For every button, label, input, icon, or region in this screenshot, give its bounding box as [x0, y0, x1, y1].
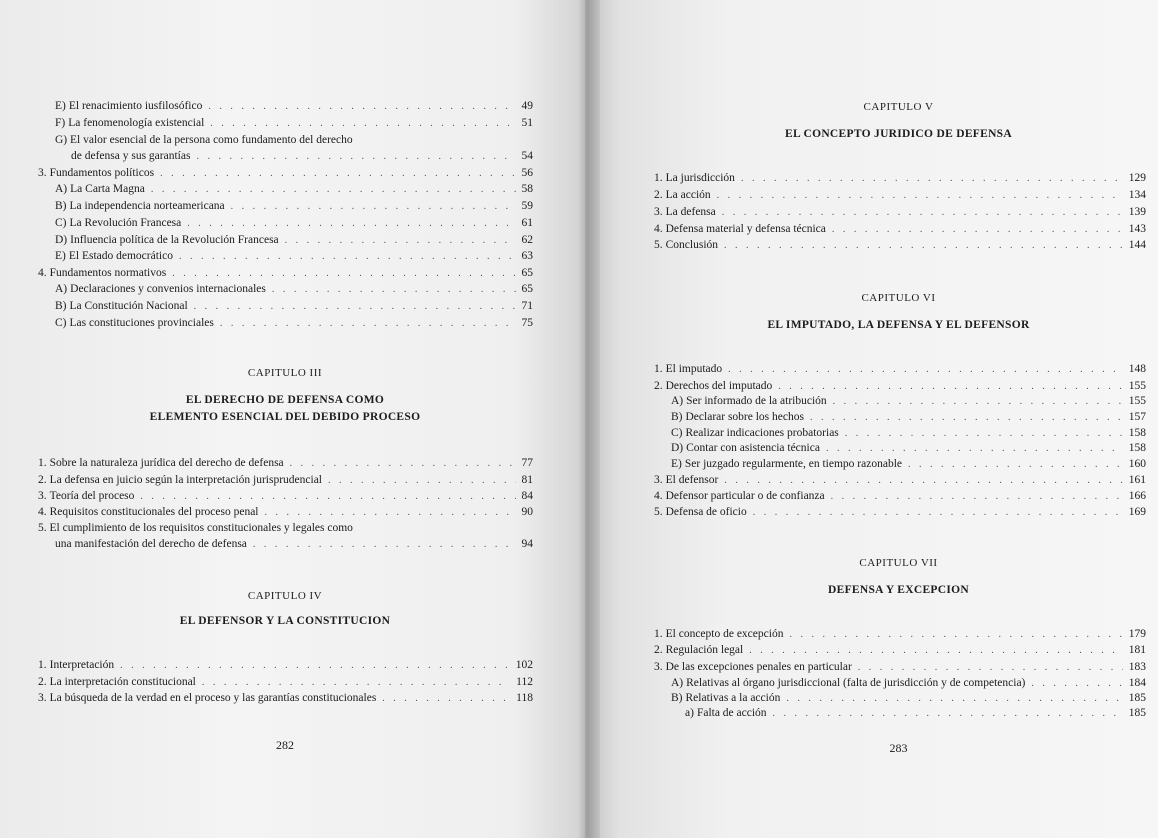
entry-title: Las constituciones provinciales: [69, 317, 214, 329]
entry-page-number: 134: [1128, 189, 1146, 201]
dot-leader: [789, 628, 1122, 642]
toc-entry: [55, 216, 533, 231]
entry-number: B): [671, 692, 683, 704]
chapter-title-line: EL DERECHO DE DEFENSA COMO: [185, 394, 385, 406]
entry-page-number: 49: [521, 100, 533, 112]
dot-leader: [285, 234, 516, 248]
dot-leader: [179, 250, 516, 264]
entry-page-number: 169: [1128, 506, 1146, 518]
entry-page-number: 160: [1128, 458, 1146, 470]
entry-title: El imputado: [665, 363, 723, 375]
dot-leader: [220, 317, 516, 331]
toc-entry: [38, 505, 533, 520]
entry-title: La búsqueda de la verdad en el proceso y las garantías constitucionales: [49, 692, 377, 704]
entry-title: Fundamentos políticos: [49, 167, 155, 179]
entry-title: Teoría del proceso: [49, 490, 135, 502]
toc-entry: [38, 691, 533, 706]
entry-number: 3.: [38, 692, 47, 704]
entry-title: Conclusión: [665, 239, 719, 251]
dot-leader: [272, 283, 516, 297]
entry-page-number: 84: [521, 490, 533, 502]
page-number: 283: [889, 741, 908, 755]
entry-title: Ser informado de la atribución: [686, 395, 827, 407]
toc-entry: [685, 706, 1146, 721]
entry-title: De las excepciones penales en particular: [665, 661, 852, 673]
dot-leader: [253, 538, 516, 552]
entry-page-number: 158: [1128, 442, 1146, 454]
dot-leader: [753, 506, 1123, 520]
entry-title: Declarar sobre los hechos: [685, 411, 804, 423]
entry-page-number: 59: [521, 200, 533, 212]
entry-page-number: 61: [521, 217, 533, 229]
toc-entry: [38, 166, 533, 181]
entry-title: de defensa y sus garantías: [71, 150, 191, 162]
dot-leader: [202, 676, 510, 690]
entry-page-number: 62: [521, 234, 533, 246]
toc-entry: [654, 489, 1146, 504]
toc-entry: [55, 316, 533, 331]
entry-title: La independencia norteamericana: [69, 200, 225, 212]
entry-number: A): [671, 677, 684, 689]
entry-page-number: 148: [1128, 363, 1146, 375]
dot-leader: [831, 490, 1123, 504]
dot-leader: [290, 457, 516, 471]
entry-number: C): [55, 317, 67, 329]
entry-page-number: 58: [521, 183, 533, 195]
chapter-title: EL CONCEPTO JURIDICO DE DEFENSA: [785, 128, 1012, 140]
chapter-heading: CAPITULO IV: [247, 590, 323, 602]
dot-leader: [194, 300, 516, 314]
toc-entry: [38, 675, 533, 690]
toc-entry: [654, 222, 1146, 237]
toc-entry: [654, 362, 1146, 377]
entry-title: Defensor particular o de confianza: [665, 490, 825, 502]
entry-title: Defensa de oficio: [665, 506, 747, 518]
entry-title: Relativas al órgano jurisdiccional (falta de jurisdicción y de competencia): [686, 677, 1026, 689]
toc-entry: [55, 299, 533, 314]
dot-leader: [208, 100, 515, 114]
dot-leader: [187, 217, 515, 231]
dot-leader: [728, 363, 1123, 377]
toc-entry: [55, 116, 533, 131]
entry-title: Ser juzgado regularmente, en tiempo razonable: [684, 458, 902, 470]
right-page: [585, 0, 1158, 838]
dot-leader: [1031, 677, 1122, 691]
entry-page-number: 54: [521, 150, 533, 162]
entry-page-number: 102: [515, 659, 533, 671]
dot-leader: [778, 380, 1122, 394]
entry-title: Declaraciones y convenios internacionales: [70, 283, 266, 295]
dot-leader: [717, 189, 1123, 203]
entry-title: Realizar indicaciones probatorias: [685, 427, 839, 439]
toc-entry: [55, 182, 533, 197]
entry-number: 1.: [654, 172, 663, 184]
entry-page-number: 112: [516, 676, 533, 688]
chapter-heading: CAPITULO VII: [859, 557, 938, 569]
entry-title: El concepto de excepción: [665, 628, 784, 640]
dot-leader: [196, 150, 515, 164]
entry-page-number: 161: [1128, 474, 1146, 486]
toc-entry: [671, 457, 1146, 472]
entry-page-number: 185: [1128, 707, 1146, 719]
toc-entry: [671, 691, 1146, 706]
entry-title: La fenomenología existencial: [68, 117, 205, 129]
entry-title: Influencia política de la Revolución Francesa: [70, 234, 279, 246]
entry-title: La Revolución Francesa: [69, 217, 182, 229]
entry-page-number: 143: [1128, 223, 1146, 235]
toc-entry: [671, 676, 1146, 691]
entry-number: 4.: [654, 223, 663, 235]
toc-entry: [55, 99, 533, 114]
entry-number: C): [55, 217, 67, 229]
toc-entry: [38, 266, 533, 281]
dot-leader: [832, 223, 1123, 237]
toc-entry: [654, 171, 1146, 186]
entry-title: El cumplimiento de los requisitos constitucionales y legales como: [49, 522, 353, 534]
toc-entry: [654, 188, 1146, 203]
entry-number: 3.: [654, 474, 663, 486]
entry-number: 1.: [38, 659, 47, 671]
entry-number: B): [55, 200, 67, 212]
entry-title: Contar con asistencia técnica: [686, 442, 820, 454]
entry-page-number: 181: [1128, 644, 1146, 656]
entry-number: E): [671, 458, 682, 470]
dot-leader: [382, 692, 510, 706]
entry-number: E): [55, 250, 66, 262]
entry-title: Requisitos constitucionales del proceso penal: [49, 506, 259, 518]
entry-number: B): [671, 411, 683, 423]
entry-title: Fundamentos normativos: [49, 267, 167, 279]
dot-leader: [265, 506, 516, 520]
dot-leader: [151, 183, 516, 197]
entry-title: Regulación legal: [665, 644, 744, 656]
entry-page-number: 155: [1128, 395, 1146, 407]
dot-leader: [858, 661, 1123, 675]
entry-number: 2.: [654, 644, 663, 656]
entry-page-number: 94: [521, 538, 533, 550]
entry-page-number: 179: [1128, 628, 1146, 640]
dot-leader: [845, 427, 1123, 441]
toc-entry: [55, 233, 533, 248]
entry-page-number: 185: [1128, 692, 1146, 704]
entry-page-number: 183: [1128, 661, 1146, 673]
entry-number: E): [55, 100, 66, 112]
chapter-heading: CAPITULO III: [247, 367, 323, 379]
entry-page-number: 63: [521, 250, 533, 262]
chapter-title: [0, 392, 570, 426]
entry-title: Sobre la naturaleza jurídica del derecho de defensa: [49, 457, 284, 469]
entry-title: La interpretación constitucional: [49, 676, 196, 688]
entry-number: 4.: [654, 490, 663, 502]
entry-number: D): [671, 442, 684, 454]
toc-entry: [38, 473, 533, 488]
toc-entry: [654, 205, 1146, 220]
dot-leader: [773, 707, 1123, 721]
toc-entry: [38, 658, 533, 673]
toc-entry: [654, 627, 1146, 642]
dot-leader: [749, 644, 1123, 658]
toc-entry: [38, 456, 533, 471]
chapter-title: EL DEFENSOR Y LA CONSTITUCION: [179, 615, 391, 627]
entry-title: una manifestación del derecho de defensa: [55, 538, 247, 550]
entry-number: 5.: [654, 506, 663, 518]
entry-page-number: 51: [521, 117, 533, 129]
dot-leader: [210, 117, 515, 131]
entry-page-number: 75: [521, 317, 533, 329]
entry-number: 2.: [38, 474, 47, 486]
toc-entry: [654, 660, 1146, 675]
dot-leader: [810, 411, 1123, 425]
page-number: 282: [276, 738, 294, 752]
entry-page-number: 158: [1128, 427, 1146, 439]
toc-entry-continuation: [68, 149, 533, 164]
dot-leader: [741, 172, 1123, 186]
entry-page-number: 184: [1128, 677, 1146, 689]
entry-number: 4.: [38, 267, 47, 279]
entry-number: 1.: [38, 457, 47, 469]
toc-entry: [671, 394, 1146, 409]
entry-page-number: 56: [521, 167, 533, 179]
dot-leader: [328, 474, 515, 488]
entry-title: La Constitución Nacional: [69, 300, 188, 312]
dot-leader: [140, 490, 515, 504]
dot-leader: [172, 267, 515, 281]
entry-number: 5.: [654, 239, 663, 251]
dot-leader: [160, 167, 515, 181]
entry-page-number: 71: [521, 300, 533, 312]
toc-entry: [55, 282, 533, 297]
entry-number: F): [55, 117, 66, 129]
entry-page-number: 81: [521, 474, 533, 486]
entry-number: A): [55, 183, 68, 195]
entry-number: 2.: [654, 189, 663, 201]
entry-title: Interpretación: [49, 659, 115, 671]
entry-number: 2.: [38, 676, 47, 688]
dot-leader: [231, 200, 516, 214]
entry-page-number: 166: [1128, 490, 1146, 502]
entry-page-number: 65: [521, 283, 533, 295]
toc-entry: [55, 199, 533, 214]
entry-number: a): [685, 707, 694, 719]
chapter-title: DEFENSA Y EXCEPCION: [828, 584, 969, 596]
entry-number: 5.: [38, 522, 47, 534]
toc-entry: [654, 238, 1146, 253]
toc-entry: [671, 441, 1146, 456]
dot-leader: [826, 442, 1123, 456]
dot-leader: [724, 474, 1122, 488]
dot-leader: [722, 206, 1123, 220]
toc-entry-continuation: [52, 537, 533, 552]
entry-title: La jurisdicción: [665, 172, 735, 184]
entry-number: B): [55, 300, 67, 312]
entry-number: G): [55, 134, 68, 146]
entry-number: 3.: [654, 206, 663, 218]
dot-leader: [120, 659, 510, 673]
toc-entry: [654, 505, 1146, 520]
entry-title: La defensa en juicio según la interpretación jurisprudencial: [49, 474, 323, 486]
dot-leader: [833, 395, 1123, 409]
entry-number: 3.: [38, 490, 47, 502]
entry-page-number: 157: [1128, 411, 1146, 423]
entry-number: 3.: [654, 661, 663, 673]
entry-title: Defensa material y defensa técnica: [665, 223, 826, 235]
entry-page-number: 77: [521, 457, 533, 469]
entry-page-number: 144: [1128, 239, 1146, 251]
entry-title: La Carta Magna: [70, 183, 145, 195]
toc-entry: [654, 473, 1146, 488]
entry-page-number: 155: [1128, 380, 1146, 392]
entry-number: 4.: [38, 506, 47, 518]
entry-page-number: 118: [516, 692, 533, 704]
dot-leader: [908, 458, 1123, 472]
entry-title: Falta de acción: [696, 707, 767, 719]
entry-page-number: 65: [521, 267, 533, 279]
entry-title: Derechos del imputado: [665, 380, 773, 392]
entry-title: La defensa: [665, 206, 716, 218]
toc-entry: [55, 249, 533, 264]
entry-number: D): [55, 234, 68, 246]
toc-entry: [654, 379, 1146, 394]
dot-leader: [786, 692, 1122, 706]
entry-number: C): [671, 427, 683, 439]
entry-title: El renacimiento iusfilosófico: [68, 100, 203, 112]
toc-entry: [671, 426, 1146, 441]
entry-title: El defensor: [665, 474, 719, 486]
entry-number: A): [55, 283, 68, 295]
entry-number: A): [671, 395, 684, 407]
chapter-title: EL IMPUTADO, LA DEFENSA Y EL DEFENSOR: [767, 319, 1030, 331]
chapter-title-line: ELEMENTO ESENCIAL DEL DEBIDO PROCESO: [149, 411, 421, 423]
toc-entry: [55, 133, 353, 147]
chapter-heading: CAPITULO VI: [861, 292, 936, 304]
entry-title: Relativas a la acción: [685, 692, 781, 704]
entry-title: La acción: [665, 189, 711, 201]
entry-number: 1.: [654, 363, 663, 375]
entry-number: 1.: [654, 628, 663, 640]
dot-leader: [724, 239, 1123, 253]
entry-page-number: 129: [1128, 172, 1146, 184]
toc-entry: [38, 489, 533, 504]
entry-page-number: 90: [521, 506, 533, 518]
entry-page-number: 139: [1128, 206, 1146, 218]
entry-number: 3.: [38, 167, 47, 179]
toc-entry: [654, 643, 1146, 658]
entry-title: El Estado democrático: [68, 250, 173, 262]
chapter-heading: CAPITULO V: [863, 101, 934, 113]
toc-entry: [38, 521, 353, 535]
toc-entry: [671, 410, 1146, 425]
entry-number: 2.: [654, 380, 663, 392]
entry-title: El valor esencial de la persona como fundamento del derecho: [70, 134, 353, 146]
